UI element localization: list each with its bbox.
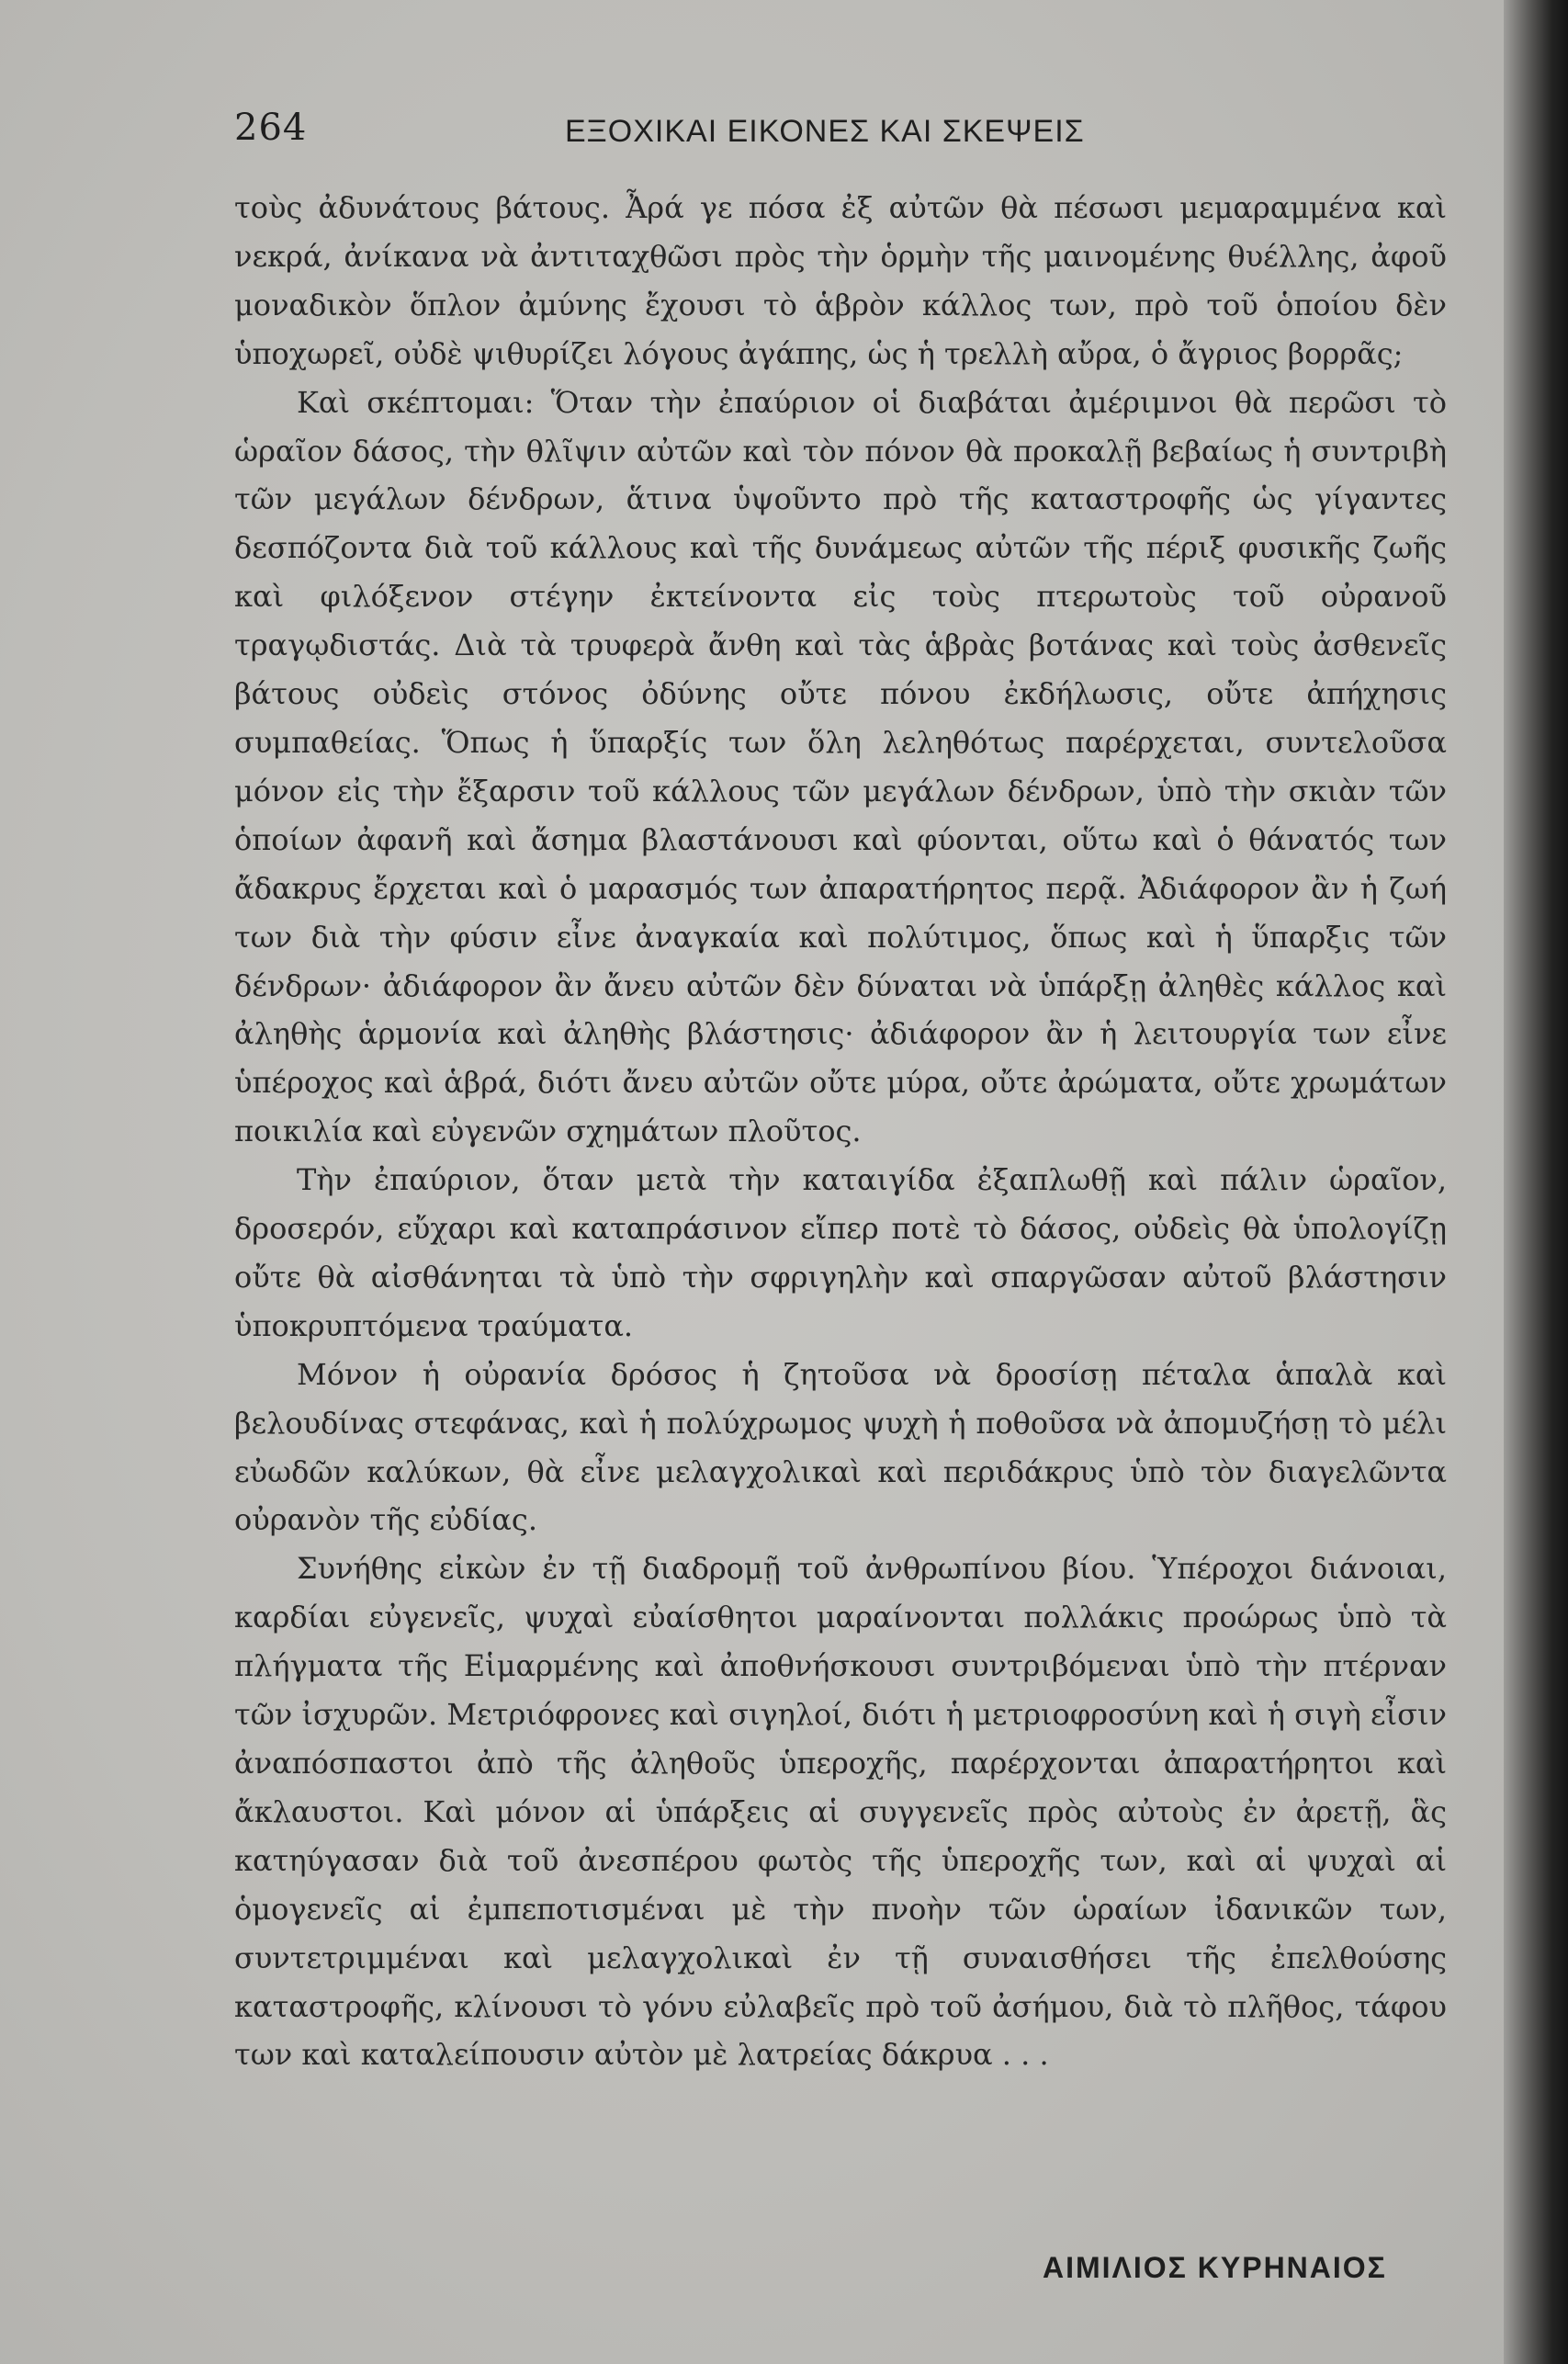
- paragraph-1: τοὺς ἀδυνάτους βάτους. Ἆρά γε πόσα ἐξ αὐτῶν θὰ πέσωσι μεμαραμμένα καὶ νεκρά, ἀνίκανα νὰ ἀντιταχθῶσι πρὸς τὴν ὁρμὴν τῆς μαινομένης θυέλλης, ἀφοῦ μοναδικὸν ὅπλον ἀμύνης ἔχουσι τὸ ἁβρὸν κάλλος των, πρὸ τοῦ ὁποίου δὲν ὑποχωρεῖ, οὐδὲ ψιθυρίζει λόγους ἀγάπης, ὡς ἡ τρελλὴ αὔρα, ὁ ἄγριος βορρᾶς;: [234, 190, 1447, 371]
- book-gutter-shadow: [1504, 0, 1568, 2364]
- paragraph-4: Μόνον ἡ οὐρανία δρόσος ἡ ζητοῦσα νὰ δροσίσῃ πέταλα ἁπαλὰ καὶ βελουδίνας στεφάνας, καὶ ἡ πολύχρωμος ψυχὴ ἡ ποθοῦσα νὰ ἀπομυζήσῃ τὸ μέλι εὐωδῶν καλύκων, θὰ εἶνε μελαγχολικαὶ καὶ περιδάκρυς ὑπὸ τὸν διαγελῶντα οὐρανὸν τῆς εὐδίας.: [234, 1356, 1447, 1538]
- paragraph-2: Καὶ σκέπτομαι: Ὅταν τὴν ἐπαύριον οἱ διαβάται ἀμέριμνοι θὰ περῶσι τὸ ὡραῖον δάσος, τὴν θλῖψιν αὐτῶν καὶ τὸν πόνον θὰ προκαλῇ βεβαίως ἡ συντριβὴ τῶν μεγάλων δένδρων, ἅτινα ὑψοῦντο πρὸ τῆς καταστροφῆς ὡς γίγαντες δεσπόζοντα διὰ τοῦ κάλλους καὶ τῆς δυνάμεως αὐτῶν τῆς πέριξ φυσικῆς ζωῆς καὶ φιλόξενον στέγην ἐκτείνοντα εἰς τοὺς πτερωτοὺς τοῦ οὐρανοῦ τραγῳδιστάς. Διὰ τὰ τρυφερὰ ἄνθη καὶ τὰς ἁβρὰς βοτάνας καὶ τοὺς ἀσθενεῖς βάτους οὐδεὶς στόνος ὀδύνης οὔτε πόνου ἐκδήλωσις, οὔτε ἀπήχησις συμπαθείας. Ὅπως ἡ ὕπαρξίς των ὅλη λεληθότως παρέρχεται, συντελοῦσα μόνον εἰς τὴν ἔξαρσιν τοῦ κάλλους τῶν μεγάλων δένδρων, ὑπὸ τὴν σκιὰν τῶν ὁποίων ἀφανῆ καὶ ἄσημα βλαστάνουσι καὶ φύονται, οὕτω καὶ ὁ θάνατός των ἄδακρυς ἔρχεται καὶ ὁ μαρασμός των ἀπαρατήρητος περᾷ. Ἀδιάφορον ἂν ἡ ζωή των διὰ τὴν φύσιν εἶνε ἀναγκαία καὶ πολύτιμος, ὅπως καὶ ἡ ὕπαρξις τῶν δένδρων· ἀδιάφορον ἂν ἄνευ αὐτῶν δὲν δύναται νὰ ὑπάρξῃ ἀληθὲς κάλλος καὶ ἀληθὴς ἁρμονία καὶ ἀληθὴς βλάστησις· ἀδιάφορον ἂν ἡ λειτουργία των εἶνε ὑπέροχος καὶ ἁβρά, διότι ἄνευ αὐτῶν οὔτε μύρα, οὔτε ἀρώματα, οὔτε χρωμάτων ποικιλία καὶ εὐγενῶν σχημάτων πλοῦτος.: [234, 384, 1447, 1149]
- paragraph-3: Τὴν ἐπαύριον, ὅταν μετὰ τὴν καταιγίδα ἐξαπλωθῇ καὶ πάλιν ὡραῖον, δροσερόν, εὔχαρι καὶ καταπράσινον εἴπερ ποτὲ τὸ δάσος, οὐδεὶς θὰ ὑπολογίζῃ οὔτε θὰ αἰσθάνηται τὰ ὑπὸ τὴν σφριγηλὴν καὶ σπαργῶσαν αὐτοῦ βλάστησιν ὑποκρυπτόμενα τραύματα.: [234, 1162, 1447, 1343]
- author-signature: ΑΙΜΙΛΙΟΣ ΚΥΡΗΝΑΙΟΣ: [1043, 2251, 1387, 2284]
- body-text: [234, 184, 1447, 2079]
- page-number: 264: [234, 107, 308, 149]
- paragraph-5: Συνήθης εἰκὼν ἐν τῇ διαδρομῇ τοῦ ἀνθρωπίνου βίου. Ὑπέροχοι διάνοιαι, καρδίαι εὐγενεῖς, ψυχαὶ εὐαίσθητοι μαραίνονται πολλάκις προώρως ὑπὸ τὰ πλήγματα τῆς Εἱμαρμένης καὶ ἀποθνήσκουσι συντριβόμεναι ὑπὸ τὴν πτέρναν τῶν ἰσχυρῶν. Μετριόφρονες καὶ σιγηλοί, διότι ἡ μετριοφροσύνη καὶ ἡ σιγὴ εἶσιν ἀναπόσπαστοι ἀπὸ τῆς ἀληθοῦς ὑπεροχῆς, παρέρχονται ἀπαρατήρητοι καὶ ἄκλαυστοι. Καὶ μόνον αἱ ὑπάρξεις αἱ συγγενεῖς πρὸς αὐτοὺς ἐν ἀρετῇ, ἃς κατηύγασαν διὰ τοῦ ἀνεσπέρου φωτὸς τῆς ὑπεροχῆς των, καὶ αἱ ψυχαὶ αἱ ὁμογενεῖς αἱ ἐμπεποτισμέναι μὲ τὴν πνοὴν τῶν ὡραίων ἰδανικῶν των, συντετριμμέναι καὶ μελαγχολικαὶ ἐν τῇ συναισθήσει τῆς ἐπελθούσης καταστροφῆς, κλίνουσι τὸ γόνυ εὐλαβεῖς πρὸ τοῦ ἀσήμου, διὰ τὸ πλῆθος, τάφου των καὶ καταλείπουσιν αὐτὸν μὲ λατρείας δάκρυα . . .: [234, 1551, 1447, 2073]
- page-header: [234, 107, 1171, 162]
- running-title: ΕΞΟΧΙΚΑΙ ΕΙΚΟΝΕΣ ΚΑΙ ΣΚΕΨΕΙΣ: [565, 114, 1085, 149]
